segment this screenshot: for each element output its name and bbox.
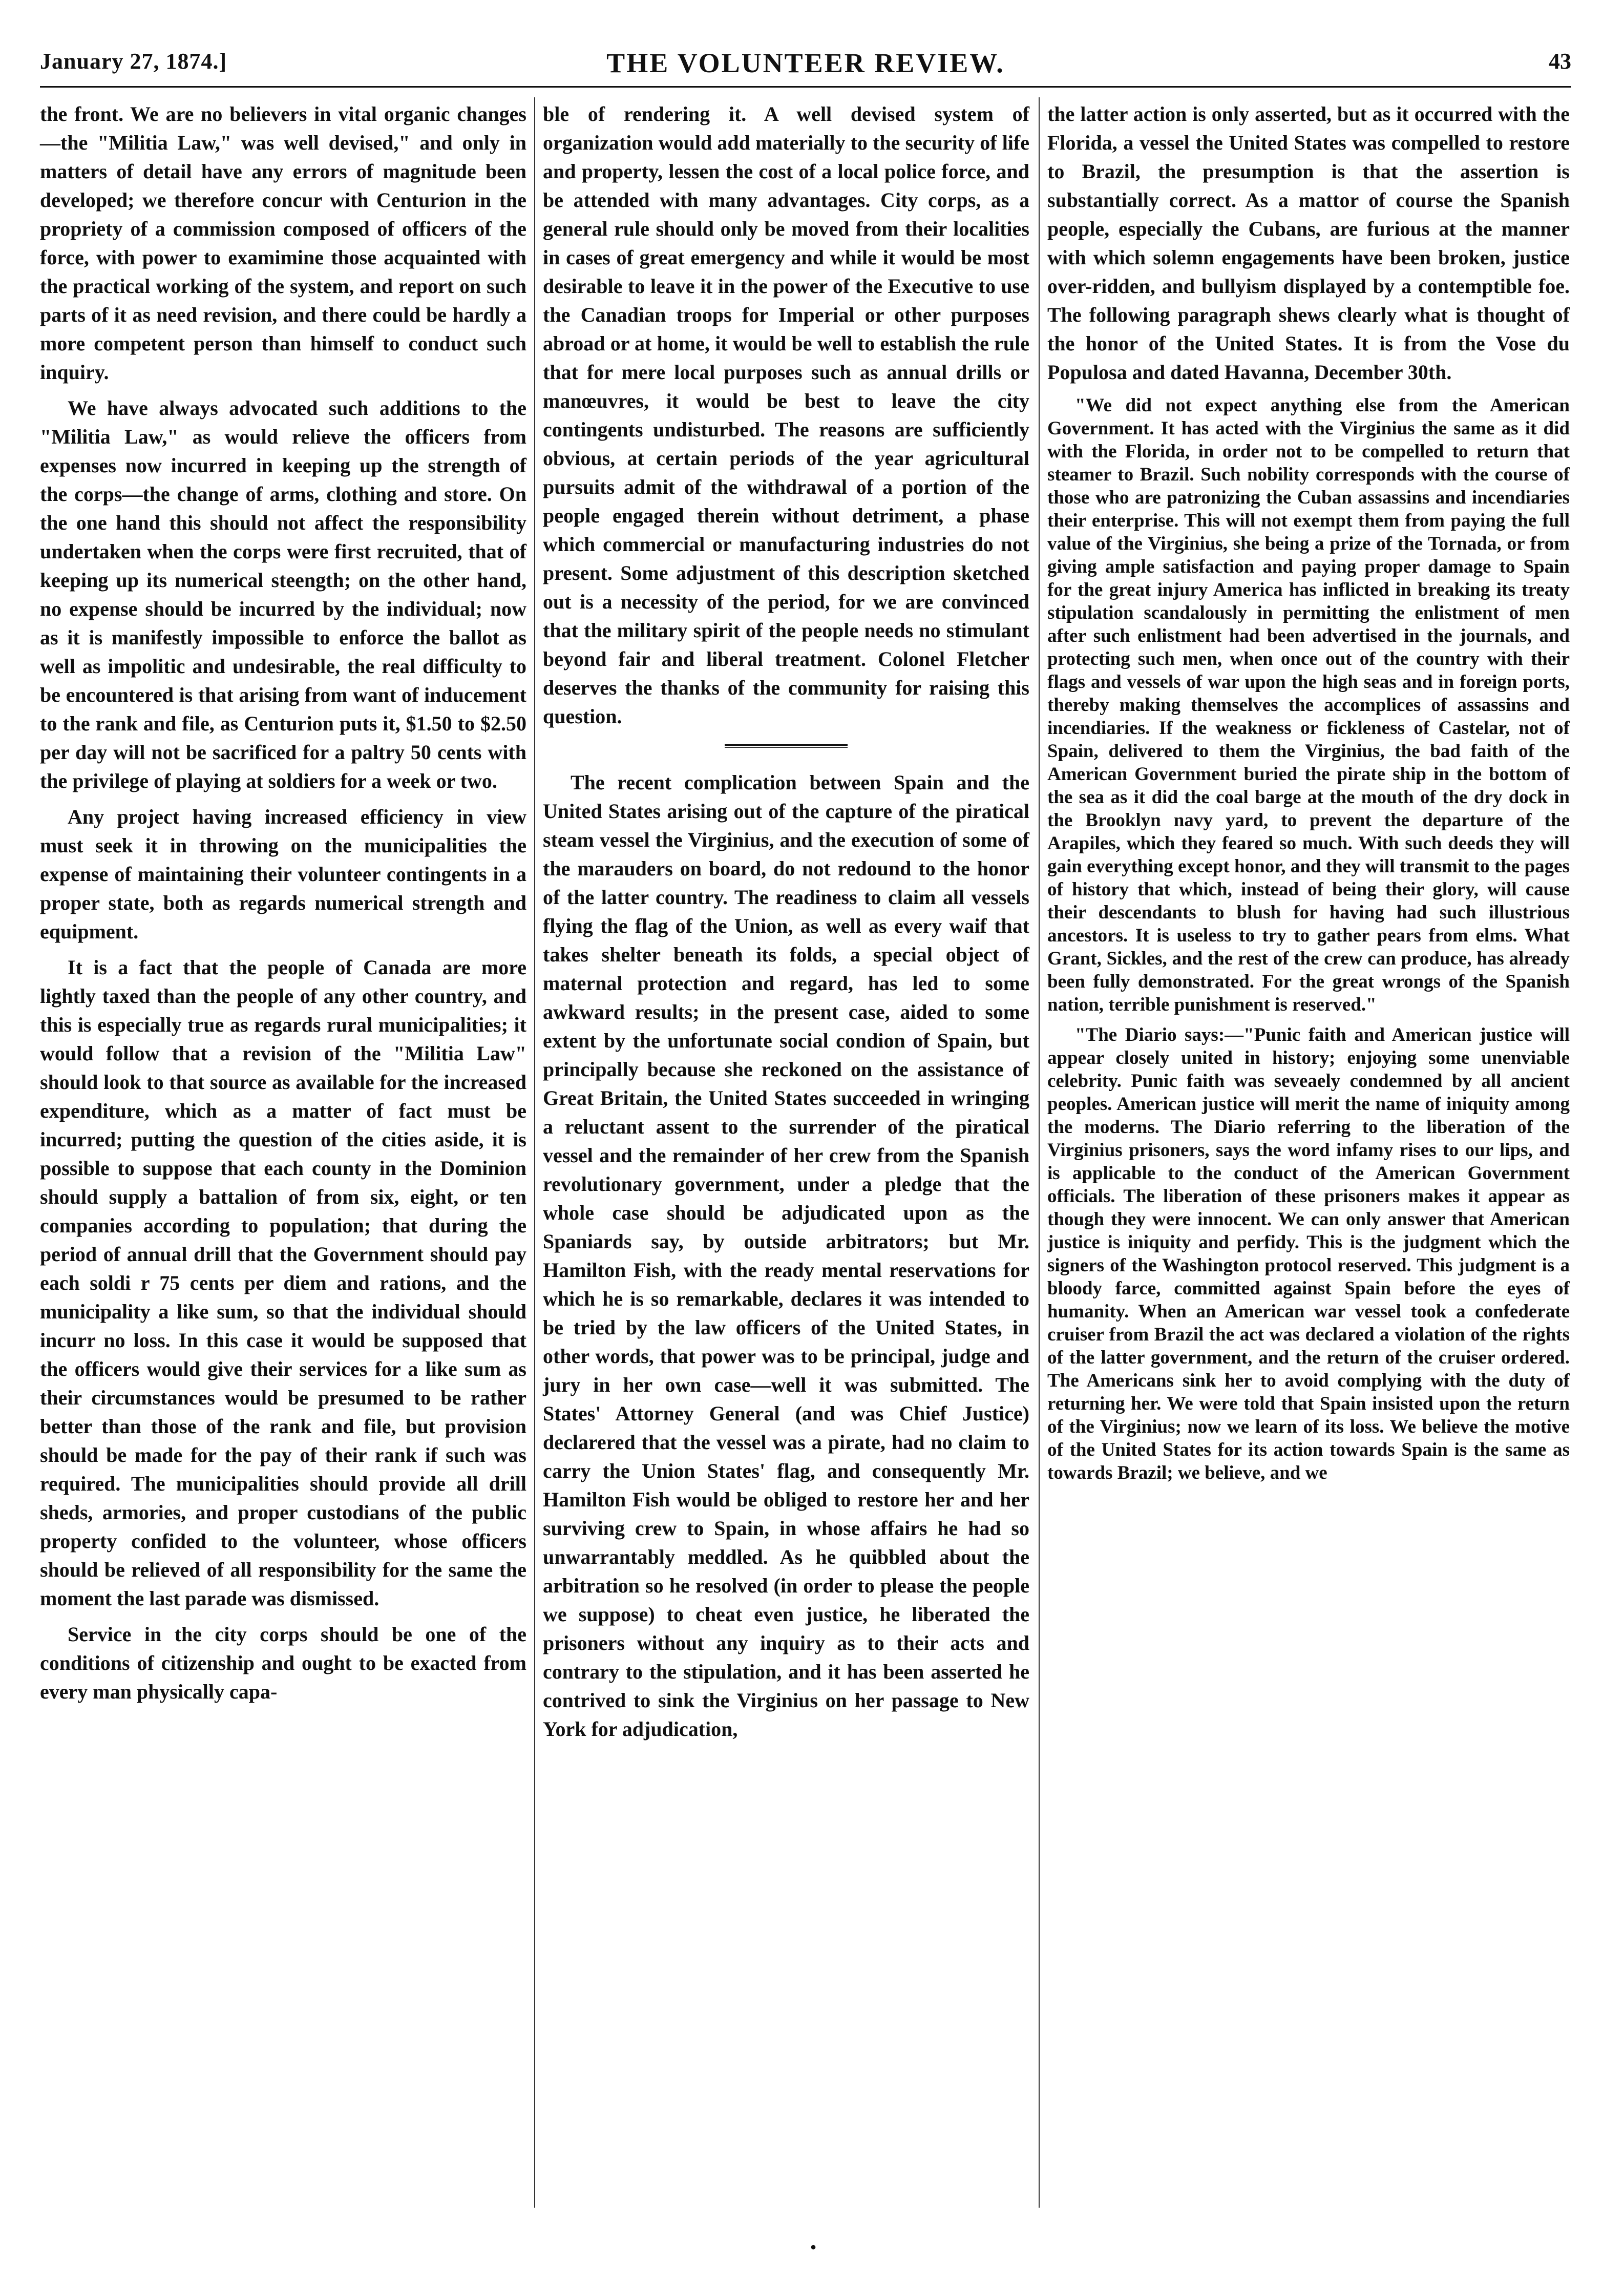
article-paragraph: Any project having increased efficiency in view must seek it in throwing on the municipalities the expense of maintaining their volunteer contingents in a proper state, both as regards numerical strength and equipment. bbox=[40, 805, 526, 943]
article-paragraph: The recent complication between Spain and the United States arising out of the capture of the piratical steam vessel the Virginius, and the execution of some of the marauders on board, do not redound to the honor of the latter country. The readiness to claim all vessels flying the flag of the Union, as well as every waif that takes shelter beneath its folds, a special object of maternal protection and regard, has led to some awkward results; in the present case, aided to some extent by the unfortunate social condion of Spain, but principally because she reckoned on the assistance of Great Britain, the United States succeeded in wringing a reluctant assent to the surrender of the piratical vessel and the remainder of her crew from the Spanish revolutionary government, under a pledge that the whole case should be adjudicated upon as the Spaniards say, by outside arbitrators; but Mr. Hamilton Fish, with the ready mental reservations for which he is so remarkable, declares it was intended to be tried by the law officers of the United States, in other words, that power was to be principal, judge and jury in her own case—well it was submitted. The States' Attorney General (and was Chief Justice) declarered that the vessel was a pirate, had no claim to carry the Union States' flag, and consequently Mr. Hamilton Fish would be obliged to restore her and her surviving crew to Spain, in whose affairs he had so unwarrantably meddled. As he quibbled about the arbitration so he resolved (in order to please the people we suppose) to cheat even justice, he liberated the prisoners without any inquiry as to their acts and contrary to the stipulation, and it has been asserted he contrived to sink the Virginius on her passage to New York for adjudication, bbox=[543, 771, 1029, 1741]
article-paragraph: We have always advocated such additions to the "Militia Law," as would relieve the officers from expenses now incurred in keeping up the strength of the corps—the change of arms, clothing and store. On the one hand this should not affect the responsibility undertaken when the corps were first recruited, that of keeping up its numerical steength; on the other hand, no expense should be incurred by the individual; now as it is manifestly impossible to enforce the ballot as well as impolitic and undesirable, the real difficulty to be encountered is that arising from want of inducement to the rank and file, as Centurion puts it, $1.50 to $2.50 per day will not be sacrificed for a paltry 50 cents with the privilege of playing at soldiers for a week or two. bbox=[40, 396, 526, 792]
column-divider-2 bbox=[1039, 97, 1040, 2208]
column-3 bbox=[1047, 100, 1570, 1492]
issue-date: January 27, 1874.] bbox=[40, 49, 227, 74]
column-divider-1 bbox=[534, 97, 535, 2208]
page-number: 43 bbox=[1549, 49, 1571, 74]
article-paragraph: It is a fact that the people of Canada are more lightly taxed than the people of any other country, and this is especially true as regards rural municipalities; it would follow that a revision of the "Militia Law" should look to that source as available for the increased expenditure, which as a matter of fact must be incurred; putting the question of the cities aside, it is possible to suppose that each county in the Dominion should supply a battalion of from six, eight, or ten companies according to population; that during the period of annual drill that the Government should pay each soldi r 75 cents per diem and rations, and the municipality a like sum, so that the individual should incurr no loss. In this case it would be supposed that the officers would give their services for a like sum as their circumstances would be presumed to be rather better than those of the rank and file, but provision should be made for the pay of their rank if such was required. The municipalities should provide all drill sheds, armories, and proper custodians of the public property confided to the volunteer, whose officers should be relieved of all responsibility for the same the moment the last parade was dismissed. bbox=[40, 956, 526, 1610]
article-paragraph: "The Diario says:—"Punic faith and American justice will appear closely united in history; enjoying some unenviable celebrity. Punic faith was seveaely condemned by all ancient peoples. American justice will merit the name of iniquity among the moderns. The Diario referring to the liberation of the Virginius prisoners, says the word infamy rises to our lips, and is applicable to the conduct of the American Government officials. The liberation of these prisoners makes it appear as though they were innocent. We can only answer that American justice is iniquity and perfidy. This is the judgment which the signers of the Washington protocol reserved. This judgment is a bloody farce, committed against Spain before the eyes of humanity. When an American war vessel took a confederate cruiser from Brazil the act was declared a violation of the rights of the latter government, and the return of the cruiser ordered. The Americans sink her to avoid complying with the duty of returning her. We were told that Spain insisted upon the return of the Virginius; now we learn of its loss. We believe the motive of the United States for its action towards Spain is the same as towards Brazil; we believe, and we bbox=[1047, 1024, 1570, 1483]
section-divider bbox=[725, 744, 848, 748]
article-paragraph: "We did not expect anything else from the American Government. It has acted with the Virginius the same as it did with the Florida, in order not to be compelled to return that steamer to Brazil. Such nobility corresponds with the course of those who are patronizing the Cuban assassins and incendiaries their enterprise. This will not exempt them from paying the full value of the Virginius, she being a prize of the Tornada, or from giving ample satisfaction and paying proper damage to Spain for the great injury America has inflicted in breaking its treaty stipulation scandalously in permitting the enlistment of men after such enlistment had been advertised in the journals, and protecting such men, when once out of the country with their flags and vessels of war upon the high seas and in foreign ports, thereby making themselves the accomplices of assassins and incendiaries. If the weakness or fickleness of Castelar, not of Spain, delivered to them the Virginius, the bad faith of the American Government buried the pirate ship in the bottom of the sea as it did the coal barge at the mouth of the dry dock in the Brooklyn navy yard, to prevent the departure of the Arapiles, which they feared so much. With such deeds they will gain everything except honor, and they will transmit to the pages of history that which, instead of being their glory, will cause their descendants to blush for having had such illustrious ancestors. It is useless to try to gather pears from elms. What Grant, Sickles, and the rest of the crew can produce, has already been fully demonstrated. For the great wrongs of the Spanish nation, terrible punishment is reserved." bbox=[1047, 395, 1570, 1015]
article-paragraph: Service in the city corps should be one of the conditions of citizenship and ought to be exacted from every man physically capa- bbox=[40, 1623, 526, 1703]
footer-mark: • bbox=[810, 2237, 817, 2257]
masthead-title: THE VOLUNTEER REVIEW. bbox=[606, 48, 1005, 78]
article-paragraph: ble of rendering it. A well devised system of organization would add materially to the security of life and property, lessen the cost of a local police force, and be attended with many advantages. City corps, as a general rule should only be moved from their localities in cases of great emergency and while it would be most desirable to leave it in the power of the Executive to use the Canadian troops for Imperial or other purposes abroad or at home, it would be well to establish the rule that for mere local purposes such as annual drills or manœuvres, it would be best to leave the city contingents undisturbed. The reasons are sufficiently obvious, at certain periods of the year agricultural pursuits admit of the withdrawal of a portion of the people engaged therein without detriment, a phase which commercial or manufacturing industries do not present. Some adjustment of this description sketched out is a necessity of the period, for we are convinced that the military spirit of the people needs no stimulant beyond fair and liberal treatment. Colonel Fletcher deserves the thanks of the community for raising this question. bbox=[543, 102, 1029, 728]
column-2 bbox=[543, 100, 1029, 1751]
header-rule bbox=[40, 86, 1571, 88]
column-1 bbox=[40, 100, 526, 1713]
article-paragraph: the front. We are no believers in vital organic changes—the "Militia Law," was well devised," and only in matters of detail have any errors of magnitude been developed; we therefore concur with Centurion in the propriety of a commission composed of officers of the force, with power to examimine those acquainted with the practical working of the system, and report on such parts of it as need revision, and there could be hardly a more competent person than himself to conduct such inquiry. bbox=[40, 102, 526, 384]
page-header bbox=[40, 47, 1571, 80]
article-paragraph: the latter action is only asserted, but as it occurred with the Florida, a vessel the United States was compelled to restore to Brazil, the presumption is that the assertion is substantially correct. As a mattor of course the Spanish people, especially the Cubans, are furious at the manner with which solemn engagements have been broken, justice over-ridden, and bullyism displayed by a contemptible foe. The following paragraph shews clearly what is thought of the honor of the United States. It is from the Vose du Populosa and dated Havanna, December 30th. bbox=[1047, 102, 1570, 384]
